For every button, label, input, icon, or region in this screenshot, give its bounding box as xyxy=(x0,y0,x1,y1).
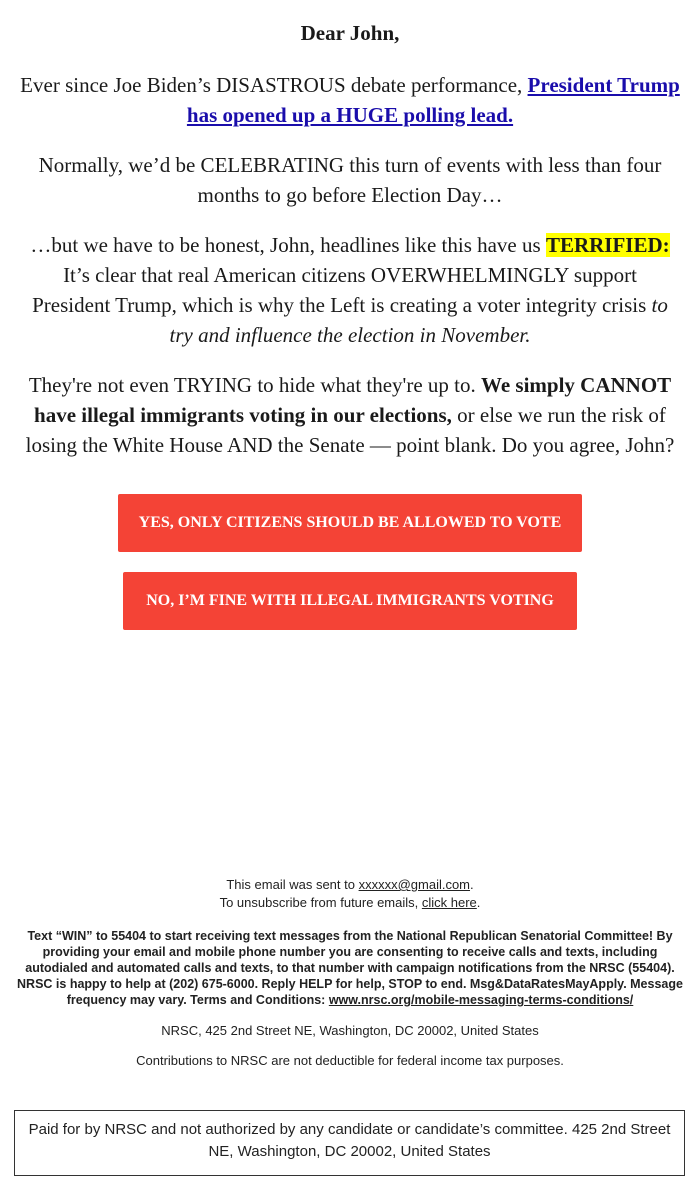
punctuation: . xyxy=(476,895,481,910)
sent-to-label: This email was sent to xyxy=(226,877,359,892)
polling-lead-link[interactable]: President Trump has opened up a HUGE polling lead. xyxy=(186,73,680,127)
bold-text: We simply CANNOT have illegal immigrants voting in our elections, xyxy=(34,373,672,427)
no-button[interactable]: NO, I’M FINE WITH ILLEGAL IMMIGRANTS VOTING xyxy=(123,572,577,630)
italic-text: to try and influence the election in November. xyxy=(169,293,668,347)
yes-button[interactable]: YES, ONLY CITIZENS SHOULD BE ALLOWED TO VOTE xyxy=(118,494,582,552)
email-body xyxy=(0,18,700,630)
tax-note: Contributions to NRSC are not deductible for federal income tax purposes. xyxy=(136,1053,564,1068)
unsubscribe-link[interactable]: click here xyxy=(421,895,477,910)
greeting: Dear John, xyxy=(300,21,400,45)
paragraph-celebrating: Normally, we’d be CELEBRATING this turn of events with less than four months to go before Election Day… xyxy=(38,153,662,207)
paragraph-question xyxy=(18,370,682,460)
unsubscribe-label: To unsubscribe from future emails, xyxy=(219,895,422,910)
paragraph-text: Ever since Joe Biden’s DISASTROUS debate performance, xyxy=(20,73,528,97)
paragraph-text: It’s clear that real American citizens OVERWHELMINGLY support President Trump, which is why the Left is creating a voter integrity crisis xyxy=(32,263,652,317)
paragraph-terrified xyxy=(18,230,682,350)
paragraph-text: or else we run the risk of losing the White House AND the Senate — point blank. Do you agree, John? xyxy=(25,403,675,457)
sms-disclaimer-text: Text “WIN” to 55404 to start receiving text messages from the National Republican Senatorial Committee! By providing your email and mobile phone number you are consenting to receive calls and texts, including autodialed and automated calls and texts, to that number with campaign notifications from the NRSC (55404). NRSC is happy to help at (202) 675-6000. Reply HELP for help, STOP to end. Msg&DataRatesMayApply. Message frequency may vary. Terms and Conditions: xyxy=(17,929,683,1007)
sms-disclaimer xyxy=(14,928,686,1008)
highlighted-word: TERRIFIED: xyxy=(545,233,670,257)
nrsc-address: NRSC, 425 2nd Street NE, Washington, DC 20002, United States xyxy=(161,1023,539,1038)
punctuation: . xyxy=(470,877,474,892)
paragraph-polling-lead xyxy=(18,70,682,130)
unsubscribe-line xyxy=(0,894,700,912)
recipient-email-link[interactable]: xxxxxx@gmail.com xyxy=(358,877,471,892)
paragraph-text: …but we have to be honest, John, headlines like this have us xyxy=(30,233,546,257)
terms-link[interactable]: www.nrsc.org/mobile-messaging-terms-conditions/ xyxy=(328,993,634,1007)
response-buttons xyxy=(18,494,682,630)
email-footer xyxy=(0,876,700,1070)
sent-to-line xyxy=(0,876,700,894)
paragraph-text: They're not even TRYING to hide what they're up to. xyxy=(28,373,481,397)
paid-for-box: Paid for by NRSC and not authorized by any candidate or candidate’s committee. 425 2nd Street NE, Washington, DC 20002, United States xyxy=(14,1110,685,1176)
